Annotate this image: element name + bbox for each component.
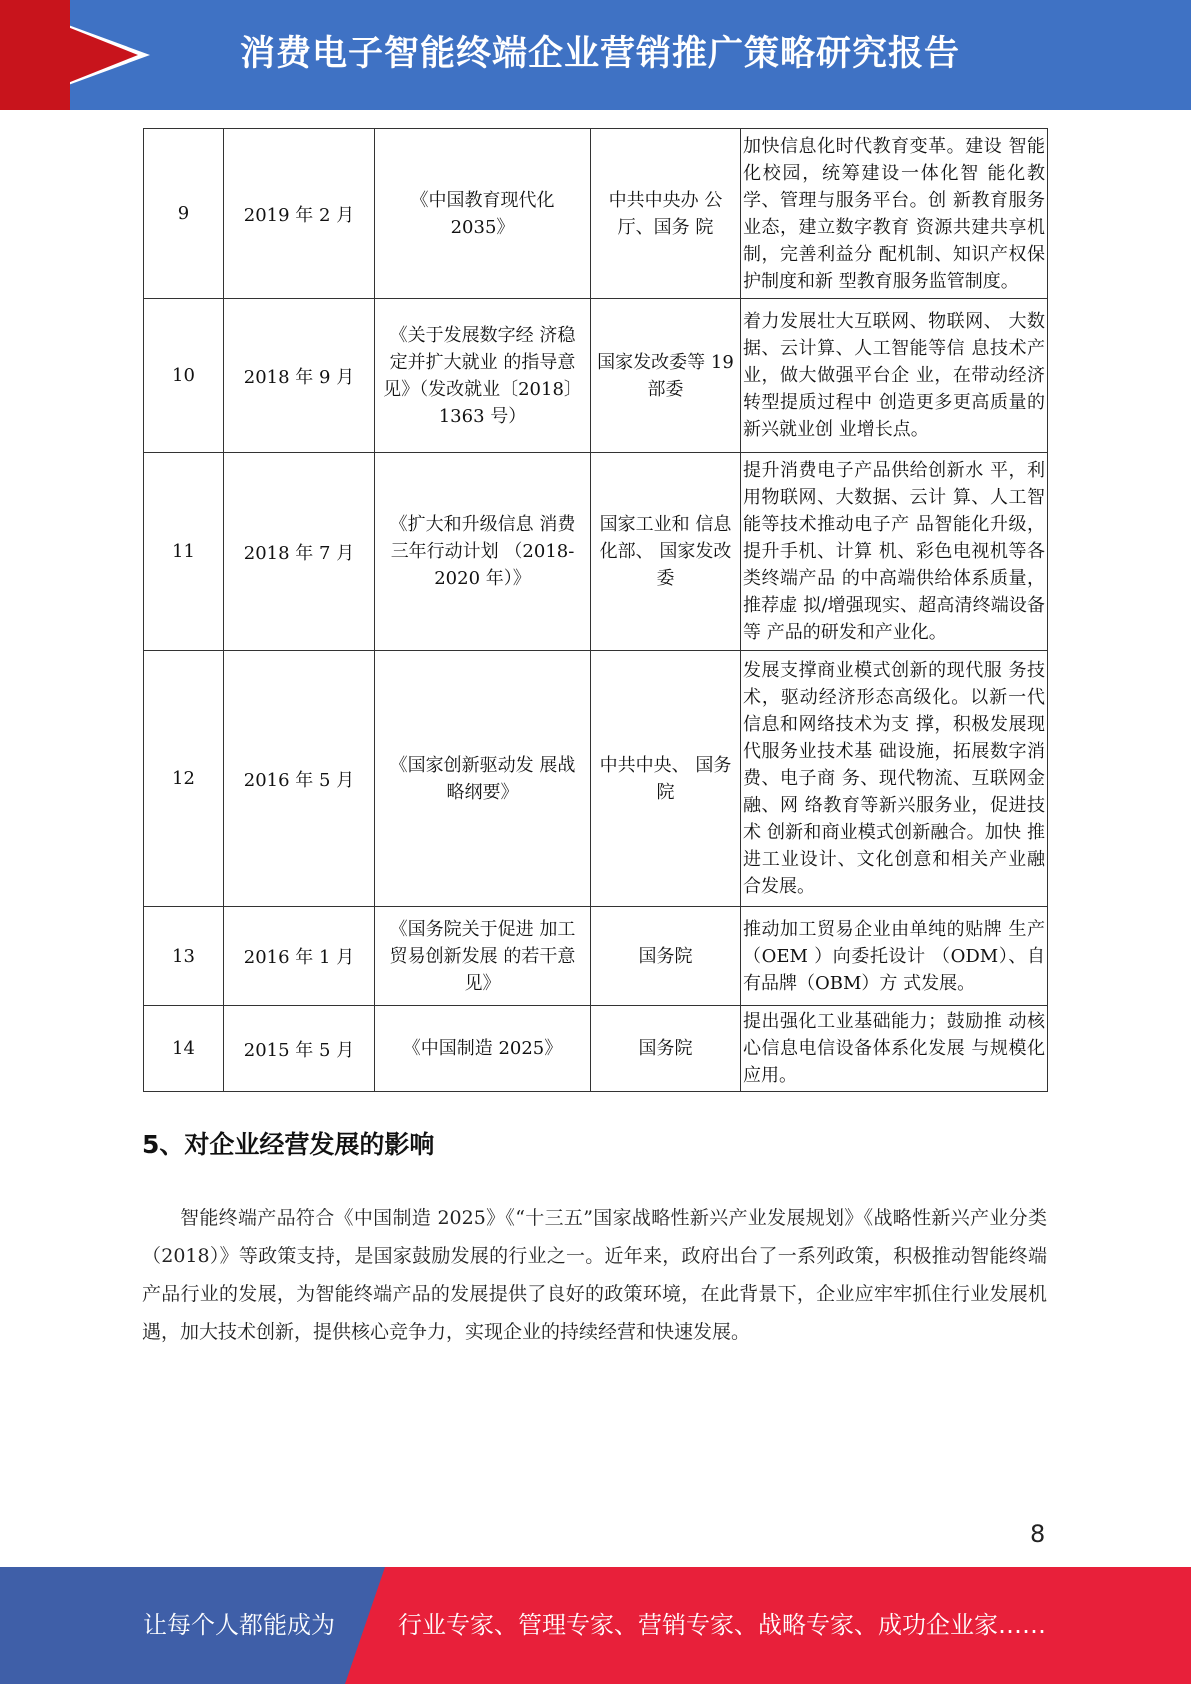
issuing-organization: 国家工业和 信息化部、 国家发改委 — [591, 453, 741, 651]
policy-date: 2015 年 5 月 — [224, 1006, 375, 1092]
table-row — [144, 299, 1048, 453]
policy-date: 2018 年 7 月 — [224, 453, 375, 651]
footer-banner — [0, 1567, 1191, 1684]
policy-date: 2019 年 2 月 — [224, 129, 375, 299]
policy-description: 发展支撑商业模式创新的现代服 务技术，驱动经济形态高级化。以新一代信息和网络技术为支 撑，积极发展现代服务业技术基 础设施，拓展数字消费、电子商 务、现代物流、互联网金融、网 络教育等新兴服务业，促进技术 创新和商业模式创新融合。加快 推进工业设计、文化创意和相关产业融合发展。 — [741, 651, 1048, 907]
table-row — [144, 651, 1048, 907]
row-number: 12 — [144, 651, 224, 907]
row-number: 14 — [144, 1006, 224, 1092]
table-row — [144, 1006, 1048, 1092]
issuing-organization: 国务院 — [591, 907, 741, 1006]
policy-date: 2016 年 5 月 — [224, 651, 375, 907]
row-number: 11 — [144, 453, 224, 651]
issuing-organization: 中共中央、 国务院 — [591, 651, 741, 907]
issuing-organization: 中共中央办 公厅、国务 院 — [591, 129, 741, 299]
report-title: 消费电子智能终端企业营销推广策略研究报告 — [240, 34, 961, 74]
policy-name: 《国家创新驱动发 展战略纲要》 — [375, 651, 591, 907]
policy-table-body — [144, 129, 1048, 1092]
policy-description: 推动加工贸易企业由单纯的贴牌 生产（OEM ）向委托设计 （ODM）、自有品牌（OBM）方 式发展。 — [741, 907, 1048, 1006]
policy-date: 2018 年 9 月 — [224, 299, 375, 453]
policy-table — [143, 128, 1048, 1092]
policy-description: 加快信息化时代教育变革。建设 智能化校园，统筹建设一体化智 能化教学、管理与服务平台。创 新教育服务业态，建立数字教育 资源共建共享机制，完善利益分 配机制、知识产权保护制度和新 型教育服务监管制度。 — [741, 129, 1048, 299]
policy-name: 《国务院关于促进 加工贸易创新发展 的若干意见》 — [375, 907, 591, 1006]
policy-description: 着力发展壮大互联网、物联网、 大数据、云计算、人工智能等信 息技术产业，做大做强平台企 业，在带动经济转型提质过程中 创造更多更高质量的新兴就业创 业增长点。 — [741, 299, 1048, 453]
row-number: 10 — [144, 299, 224, 453]
row-number: 9 — [144, 129, 224, 299]
row-number: 13 — [144, 907, 224, 1006]
page-number: 8 — [1030, 1520, 1046, 1548]
footer-slogan-left: 让每个人都能成为 — [143, 1611, 335, 1639]
section-heading: 5、对企业经营发展的影响 — [142, 1130, 435, 1159]
policy-date: 2016 年 1 月 — [224, 907, 375, 1006]
footer-slogan-right: 行业专家、管理专家、营销专家、战略专家、成功企业家…… — [398, 1611, 1046, 1639]
table-row — [144, 907, 1048, 1006]
table-row — [144, 453, 1048, 651]
policy-description: 提出强化工业基础能力；鼓励推 动核心信息电信设备体系化发展 与规模化应用。 — [741, 1006, 1048, 1092]
policy-name: 《中国制造 2025》 — [375, 1006, 591, 1092]
header-banner — [0, 0, 1191, 110]
policy-name: 《关于发展数字经 济稳定并扩大就业 的指导意见》（发改就业〔2018〕 1363 号） — [375, 299, 591, 453]
policy-name: 《扩大和升级信息 消费三年行动计划 （2018-2020 年）》 — [375, 453, 591, 651]
header-red-block — [0, 0, 70, 110]
policy-description: 提升消费电子产品供给创新水 平，利用物联网、大数据、云计 算、人工智能等技术推动电子产 品智能化升级，提升手机、计算 机、彩色电视机等各类终端产品 的中高端供给体系质量，推荐虚 拟/增强现实、超高清终端设备等 产品的研发和产业化。 — [741, 453, 1048, 651]
footer-blue-slant — [345, 1567, 385, 1684]
issuing-organization: 国家发改委等 19 部委 — [591, 299, 741, 453]
issuing-organization: 国务院 — [591, 1006, 741, 1092]
body-paragraph: 智能终端产品符合《中国制造 2025》《“十三五”国家战略性新兴产业发展规划》《战略性新兴产业分类（2018）》等政策支持，是国家鼓励发展的行业之一。近年来，政府出台了一系列政策，积极推动智能终端产品行业的发展，为智能终端产品的发展提供了良好的政策环境，在此背景下，企业应牢牢抓住行业发展机遇，加大技术创新，提供核心竞争力，实现企业的持续经营和快速发展。 — [142, 1207, 1047, 1343]
table-row — [144, 129, 1048, 299]
policy-name: 《中国教育现代化 2035》 — [375, 129, 591, 299]
